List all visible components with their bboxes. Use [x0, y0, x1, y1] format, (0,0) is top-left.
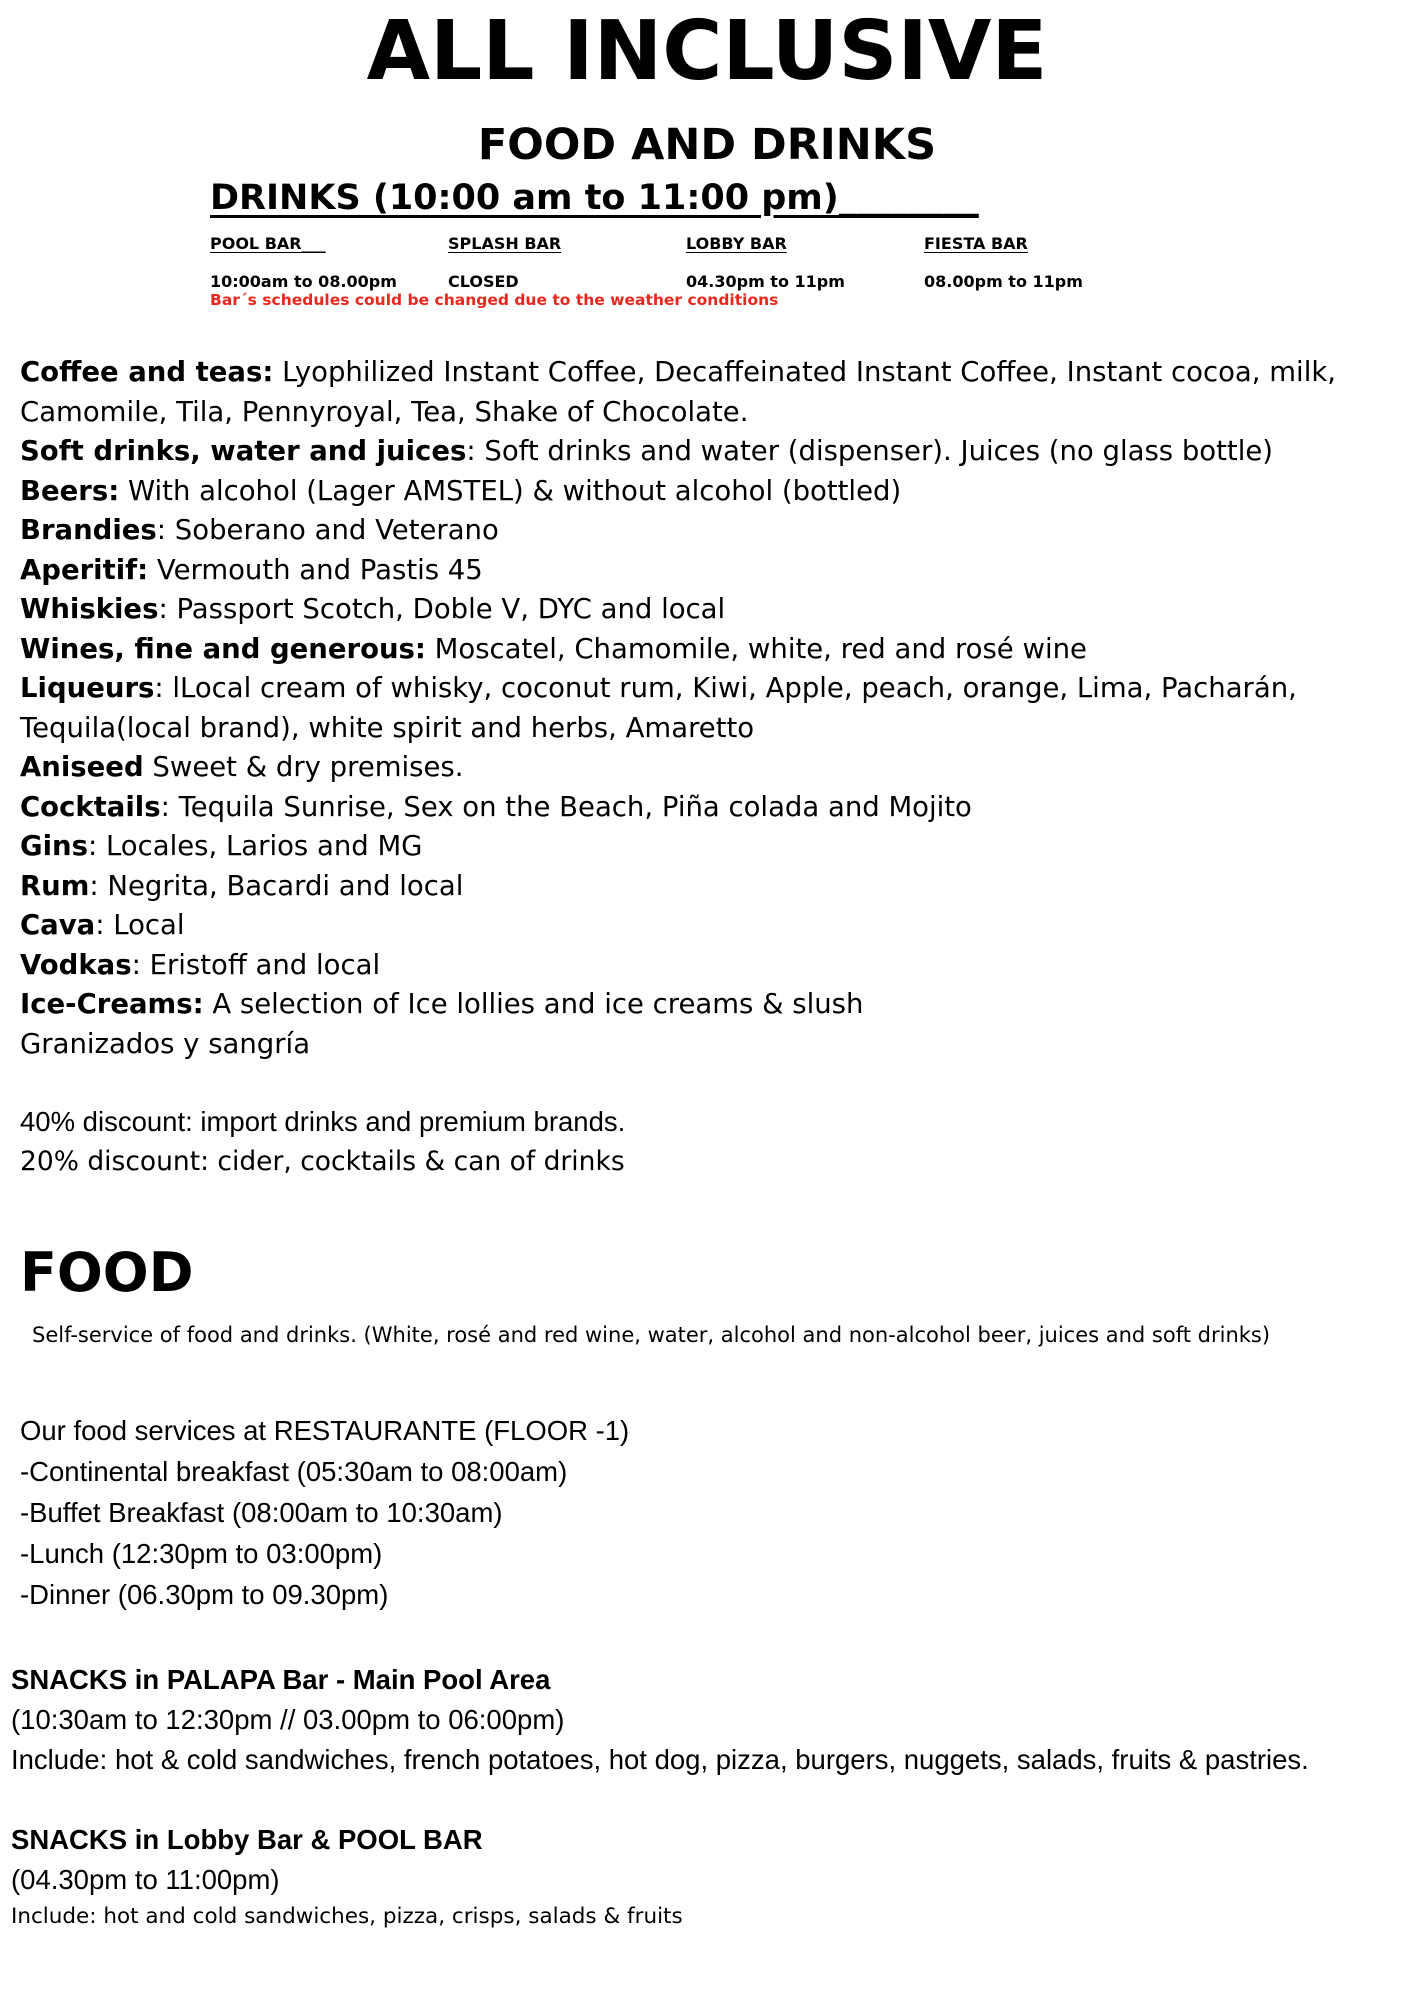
menu-item-vodkas [20, 946, 1380, 986]
menu-item-text: : Soft drinks and water (dispenser). Juices (no glass bottle) [466, 435, 1273, 467]
page-title: ALL INCLUSIVE [366, 4, 1048, 99]
snacks-title: SNACKS in Lobby Bar & POOL BAR [11, 1824, 483, 1855]
menu-item-text: A selection of Ice lollies and ice creams & slush [203, 988, 864, 1020]
menu-item-rum [20, 867, 1380, 907]
menu-item-text: : Tequila Sunrise, Sex on the Beach, Piña colada and Mojito [160, 790, 972, 823]
snacks-lobby-block [11, 1820, 683, 1934]
menu-item-coffee [20, 353, 1380, 432]
menu-item-label: Cocktails [20, 790, 161, 823]
drinks-menu-list [20, 353, 1380, 1064]
menu-item-label: Soft drinks, water and juices [20, 435, 467, 467]
menu-item-text: : Locales, Larios and MG [87, 830, 423, 862]
bar-hours: 08.00pm to 11pm [924, 272, 1083, 291]
menu-item-text: : Local [95, 909, 185, 941]
menu-item-label: Rum [20, 869, 90, 902]
snacks-palapa-block [11, 1660, 1309, 1780]
bar-schedule-splash [448, 232, 561, 294]
menu-item-label: Gins [20, 830, 88, 862]
snacks-include: Include: hot and cold sandwiches, pizza, crisps, salads & fruits [11, 1904, 683, 1929]
snacks-title: SNACKS in PALAPA Bar - Main Pool Area [11, 1664, 551, 1695]
menu-item-ice-creams [20, 985, 1380, 1025]
bar-name: LOBBY BAR [686, 234, 787, 253]
menu-item-text: : Passport Scotch, Doble V, DYC and local [158, 593, 726, 625]
service-item: -Dinner (06.30pm to 09.30pm) [20, 1579, 389, 1610]
service-item: -Lunch (12:30pm to 03:00pm) [20, 1538, 383, 1569]
menu-item-text: : Soberano and Veterano [156, 514, 499, 546]
food-self-service-note: Self-service of food and drinks. (White, rosé and red wine, water, alcohol and non-alcohol beer, juices and soft drinks) [32, 1323, 1271, 1347]
discount-line: 40% discount: import drinks and premium brands. [20, 1106, 626, 1137]
drinks-heading: DRINKS (10:00 am to 11:00 pm)________ [210, 178, 979, 218]
menu-item-text: Granizados y sangría [20, 1027, 311, 1060]
menu-item-cava [20, 906, 1380, 946]
menu-item-aniseed [20, 748, 1380, 788]
menu-item-text: : Eristoff and local [131, 948, 381, 981]
discounts-block [20, 1102, 625, 1182]
bar-hours: 10:00am to 08.00pm [210, 272, 397, 291]
bar-name: POOL BAR___ [210, 234, 326, 253]
snacks-hours: (10:30am to 12:30pm // 03.00pm to 06:00pm) [11, 1704, 565, 1735]
menu-item-label: Whiskies [20, 593, 159, 625]
bar-name: SPLASH BAR [448, 234, 562, 253]
menu-item-label: Liqueurs [20, 672, 155, 704]
menu-item-text: : lLocal cream of whisky, coconut rum, Kiwi, Apple, peach, orange, Lima, Pacharán, Tequila(local brand), white spirit and herbs, Amaretto [20, 672, 1297, 744]
menu-item-text: Sweet & dry premises. [143, 751, 464, 783]
menu-item-label: Wines, fine and generous: [20, 632, 426, 665]
menu-item-text: Vermouth and Pastis 45 [148, 553, 483, 586]
menu-item-label: Vodkas [20, 948, 132, 981]
menu-item-brandies [20, 511, 1380, 551]
service-item: -Continental breakfast (05:30am to 08:00am) [20, 1456, 568, 1487]
menu-item-label: Brandies [20, 514, 157, 546]
menu-item-granizados [20, 1025, 1380, 1065]
menu-item-text: Lyophilized Instant Coffee, Decaffeinated Instant Coffee, Instant cocoa, milk, Camomile, Tila, Pennyroyal, Tea, Shake of Chocolate. [20, 356, 1337, 428]
menu-item-wines [20, 630, 1380, 670]
menu-item-gins [20, 827, 1380, 867]
menu-item-liqueurs [20, 669, 1380, 748]
menu-item-whiskies [20, 590, 1380, 630]
snacks-hours: (04.30pm to 11:00pm) [11, 1864, 280, 1895]
menu-item-text: : Negrita, Bacardi and local [89, 869, 464, 902]
services-intro: Our food services at RESTAURANTE (FLOOR -1) [20, 1415, 630, 1446]
menu-item-text: Moscatel, Chamomile, white, red and rosé wine [425, 632, 1087, 665]
menu-item-label: Aperitif: [20, 553, 149, 586]
menu-item-label: Ice-Creams: [20, 988, 204, 1020]
menu-item-label: Cava [20, 909, 96, 941]
menu-item-aperitif [20, 551, 1380, 591]
discount-line: 20% discount: cider, cocktails & can of drinks [20, 1146, 625, 1177]
menu-item-soft-drinks [20, 432, 1380, 472]
menu-item-cocktails [20, 788, 1380, 828]
bar-name: FIESTA BAR [924, 234, 1028, 253]
menu-item-text: With alcohol (Lager AMSTEL) & without alcohol (bottled) [119, 474, 902, 507]
bar-hours: 04.30pm to 11pm [686, 272, 845, 291]
bar-schedule-lobby [686, 232, 845, 294]
food-heading: FOOD [20, 1241, 194, 1304]
bar-schedule-note: Bar´s schedules could be changed due to the weather conditions [210, 291, 779, 309]
bar-schedule-fiesta [924, 232, 1083, 294]
menu-item-beers [20, 472, 1380, 512]
menu-item-label: Coffee and teas: [20, 356, 274, 388]
menu-item-label: Beers: [20, 474, 120, 507]
bar-schedule-pool [210, 232, 397, 294]
page-subtitle: FOOD AND DRINKS [477, 120, 937, 170]
food-services-list [20, 1410, 629, 1615]
bar-hours: CLOSED [448, 272, 519, 291]
menu-item-label: Aniseed [20, 751, 144, 783]
service-item: -Buffet Breakfast (08:00am to 10:30am) [20, 1497, 503, 1528]
snacks-include: Include: hot & cold sandwiches, french potatoes, hot dog, pizza, burgers, nuggets, salads, fruits & pastries. [11, 1744, 1309, 1775]
